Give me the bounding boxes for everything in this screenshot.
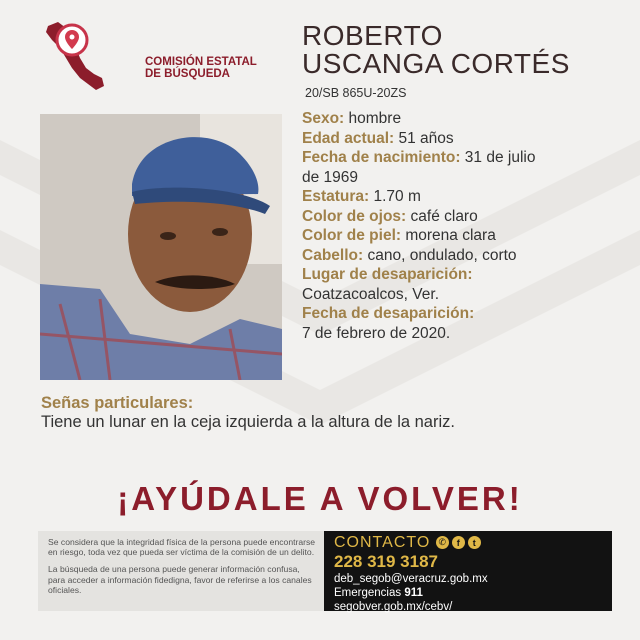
detail-label: Cabello:: [302, 246, 364, 264]
person-photo: [40, 114, 282, 380]
marks-label: Señas particulares:: [41, 394, 194, 412]
detail-piel: [302, 226, 622, 246]
detail-edad: [302, 129, 622, 149]
detail-value: café claro: [410, 207, 478, 225]
contact-email[interactable]: deb_segob@veracruz.gob.mx: [334, 573, 488, 585]
detail-label: Estatura:: [302, 188, 370, 205]
contact-title-row: [334, 533, 612, 552]
detail-label: Color de ojos:: [302, 207, 407, 225]
contact-title: CONTACTO: [334, 533, 431, 551]
contact-phone[interactable]: 228 319 3187: [334, 552, 438, 571]
disclaimer-text-2: La búsqueda de una persona puede generar información confusa, para acceder a información fidedigna, favor de referirse a los canales oficiales.: [48, 564, 312, 595]
detail-fecha: [302, 304, 622, 343]
whatsapp-icon[interactable]: ✆: [436, 536, 449, 549]
detail-label: Fecha de nacimiento:: [302, 149, 461, 166]
facebook-icon[interactable]: f: [452, 536, 465, 549]
case-code: 20/SB 865U-20ZS: [305, 86, 407, 100]
detail-nacimiento: [302, 148, 622, 187]
detail-value: 1.70 m: [373, 188, 421, 205]
person-name: [302, 22, 570, 78]
detail-value: morena clara: [405, 227, 496, 244]
detail-label: Sexo:: [302, 110, 345, 127]
contact-emergency: [334, 586, 612, 600]
agency-name-line1: COMISIÓN ESTATAL: [145, 56, 257, 68]
detail-sexo: [302, 109, 622, 129]
detail-label: Color de piel:: [302, 227, 402, 244]
detail-estatura: [302, 187, 622, 207]
detail-value: 7 de febrero de 2020.: [302, 324, 451, 342]
agency-name: [145, 56, 257, 80]
emergency-label: Emergencias: [334, 587, 402, 599]
contact-website[interactable]: segobver.gob.mx/cebv/: [334, 601, 453, 613]
detail-label: Edad actual:: [302, 129, 395, 147]
agency-logo: [40, 18, 260, 96]
detail-label: Fecha de desaparición:: [302, 305, 475, 322]
detail-value: cano, ondulado, corto: [367, 246, 517, 264]
detail-ojos: [302, 207, 622, 227]
call-to-action: ¡AYÚDALE A VOLVER!: [117, 480, 523, 517]
detail-value: de 1969: [302, 168, 359, 186]
detail-value: 31 de julio: [464, 149, 536, 166]
marks-text: Tiene un lunar en la ceja izquierda a la altura de la nariz.: [41, 413, 455, 431]
agency-name-line2: DE BÚSQUEDA: [145, 68, 230, 80]
detail-lugar: [302, 265, 622, 304]
person-first-name: ROBERTO: [302, 20, 443, 51]
emergency-number[interactable]: 911: [404, 587, 423, 599]
disclaimer-box: [38, 531, 324, 611]
person-details: [302, 109, 622, 343]
detail-label: Lugar de desaparición:: [302, 266, 473, 283]
contact-box: [324, 531, 612, 611]
detail-cabello: [302, 246, 622, 266]
detail-value: 51 años: [398, 129, 454, 147]
detail-value: Coatzacoalcos, Ver.: [302, 285, 439, 303]
social-icons: [436, 536, 481, 549]
person-last-name: USCANGA CORTÉS: [302, 48, 570, 79]
detail-value: hombre: [348, 110, 402, 127]
disclaimer-text-1: Se considera que la integridad física de la persona puede encontrarse en riesgo, toda vez que pueda ser víctima de la comisión de un delito.: [48, 537, 316, 558]
twitter-icon[interactable]: t: [468, 536, 481, 549]
veracruz-map-icon: [40, 18, 110, 96]
